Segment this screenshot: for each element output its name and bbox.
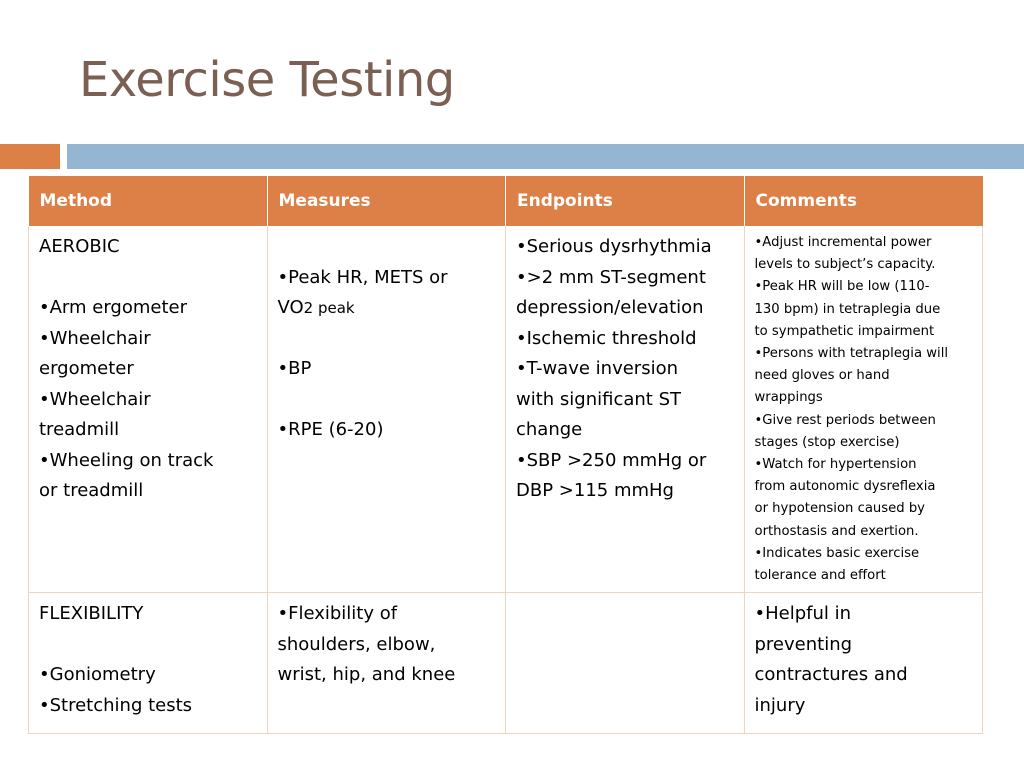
header-comments: Comments [744, 176, 983, 226]
endpoint-line: •Ischemic threshold [516, 327, 697, 349]
comment-line: •Watch for hypertension [754, 457, 917, 473]
measure-item: •Flexibility of [277, 603, 398, 624]
endpoint-line: •Serious dysrhythmia [516, 236, 712, 257]
comment-line: stages (stop exercise) [754, 434, 900, 450]
endpoint-line: •>2 mm ST-segment [516, 266, 706, 288]
header-endpoints: Endpoints [506, 176, 745, 226]
method-item: •Wheelchair [39, 388, 151, 410]
method-item: •Stretching tests [39, 694, 193, 716]
comment-line: •Helpful in [754, 603, 852, 624]
measure-item: shoulders, elbow, [277, 633, 436, 655]
measure-item: wrist, hip, and knee [277, 664, 456, 685]
comment-line: •Give rest periods between [754, 412, 936, 428]
endpoint-line: depression/elevation [516, 297, 704, 318]
spacer [39, 630, 258, 661]
measure-item: •RPE (6-20) [277, 419, 384, 440]
method-item: treadmill [39, 419, 120, 440]
cell-measures-flexibility [267, 593, 506, 734]
method-item: •Wheelchair [39, 327, 151, 349]
cell-method-flexibility [29, 593, 268, 734]
comment-line: injury [754, 694, 806, 716]
method-item: or treadmill [39, 480, 144, 501]
method-item: •Goniometry [39, 664, 156, 685]
endpoint-line: •SBP >250 mmHg or [516, 449, 707, 471]
comment-line: to sympathetic impairment [754, 323, 935, 339]
table-header-row [29, 176, 983, 226]
header-method: Method [29, 176, 268, 226]
cell-endpoints-flexibility [506, 593, 745, 734]
comment-line: levels to subject’s capacity. [754, 257, 936, 273]
comment-line: •Adjust incremental power [754, 235, 932, 250]
spacer [278, 385, 497, 416]
endpoint-line: DBP >115 mmHg [516, 480, 674, 501]
measure-item-vo2 [278, 293, 497, 324]
comment-line: or hypotension caused by [754, 501, 925, 517]
spacer [278, 324, 497, 355]
spacer [39, 263, 258, 294]
endpoint-line: change [516, 419, 583, 440]
cell-endpoints-aerobic [506, 226, 745, 593]
table-row [29, 226, 983, 593]
cell-method-aerobic [29, 226, 268, 593]
comment-line: tolerance and effort [754, 568, 886, 584]
comment-line: from autonomic dysreflexia [754, 479, 936, 495]
exercise-testing-table [28, 176, 983, 734]
comment-line: orthostasis and exertion. [754, 523, 919, 539]
measure-item: •Peak HR, METS or [277, 266, 448, 288]
method-heading: FLEXIBILITY [39, 603, 144, 624]
comment-line: •Peak HR will be low (110- [754, 279, 930, 295]
spacer [278, 232, 497, 263]
header-measures: Measures [267, 176, 506, 226]
method-item: •Arm ergometer [39, 297, 188, 318]
comment-line: 130 bpm) in tetraplegia due [754, 301, 941, 317]
comment-line: need gloves or hand [754, 368, 890, 384]
comment-line: •Indicates basic exercise [754, 545, 920, 561]
cell-comments-aerobic [744, 226, 983, 593]
method-item: •Wheeling on track [39, 449, 214, 471]
cell-comments-flexibility [744, 593, 983, 734]
measure-vo2-peak: 2 peak [303, 299, 355, 317]
measure-item: •BP [277, 358, 312, 379]
comment-line: •Persons with tetraplegia will [754, 346, 949, 362]
accent-bar-orange [0, 144, 60, 169]
endpoint-line: with significant ST [516, 388, 681, 410]
comment-line: preventing [754, 633, 853, 655]
slide-title: Exercise Testing [79, 52, 455, 108]
endpoint-line: •T-wave inversion [516, 358, 678, 379]
comment-line: wrappings [754, 390, 823, 406]
accent-bar-blue [67, 144, 1024, 169]
method-item: ergometer [39, 358, 134, 379]
comment-line: contractures and [754, 664, 908, 685]
cell-measures-aerobic [267, 226, 506, 593]
table-row [29, 593, 983, 734]
measure-vo: VO [277, 297, 304, 318]
method-heading: AEROBIC [39, 236, 120, 257]
